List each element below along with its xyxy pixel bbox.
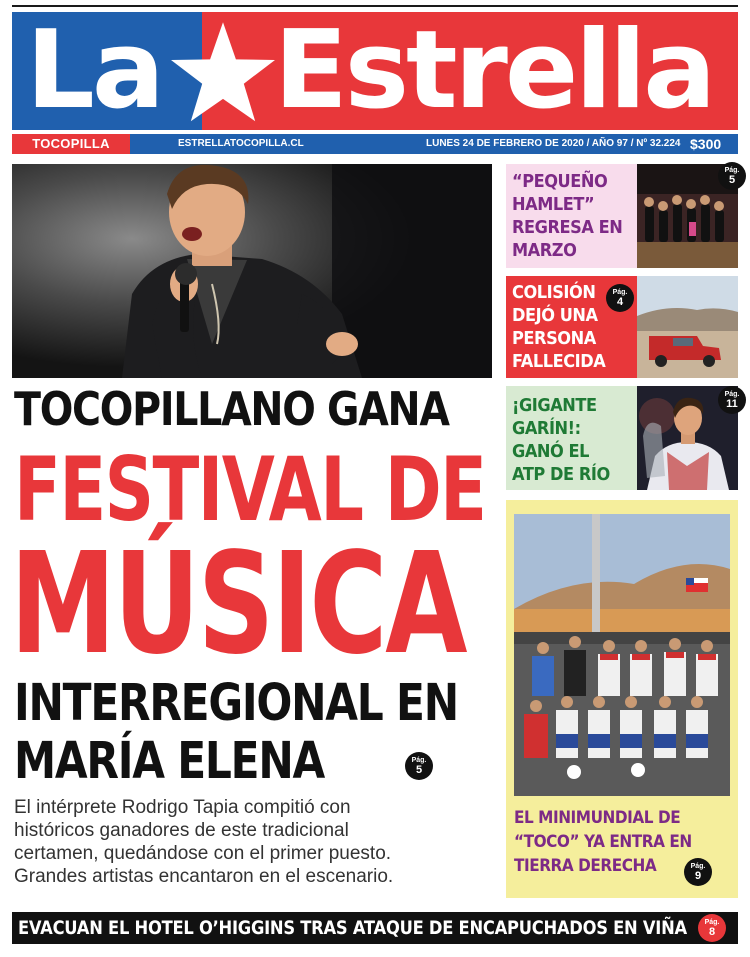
bottom-page-badge bbox=[698, 914, 726, 942]
teaser-line: COLISIÓN bbox=[512, 282, 596, 303]
page-badge-label: Pág. bbox=[612, 289, 628, 296]
page-badge-number: 4 bbox=[616, 296, 624, 308]
bottom-headline: EVACUAN EL HOTEL O’HIGGINS TRAS ATAQUE DE ENCAPUCHADOS EN VIÑA bbox=[18, 917, 687, 939]
teaser-headline bbox=[512, 394, 610, 486]
lead-line: Grandes artistas encantaron en el escenario. bbox=[14, 866, 394, 887]
main-headline-line1[interactable]: FESTIVAL DE bbox=[14, 438, 486, 541]
edition-city: TOCOPILLA bbox=[12, 134, 130, 154]
teaser-line: ATP DE RÍO bbox=[512, 464, 610, 485]
lead-line: El intérprete Rodrigo Tapia compitió con bbox=[14, 797, 351, 818]
masthead-title-la: La bbox=[26, 12, 162, 130]
main-photo-singer bbox=[12, 164, 492, 378]
price: $300 bbox=[690, 136, 722, 152]
page-badge-label: Pág. bbox=[411, 757, 427, 764]
page-badge-label: Pág. bbox=[704, 919, 720, 926]
main-kicker[interactable]: TOCOPILLANO GANA bbox=[14, 382, 449, 436]
info-bar bbox=[12, 134, 738, 154]
singer-illustration bbox=[12, 164, 492, 378]
main-page-badge bbox=[405, 752, 433, 780]
teaser-line: “PEQUEÑO bbox=[512, 171, 608, 192]
teaser-page-badge bbox=[684, 858, 712, 886]
teaser-headline bbox=[512, 170, 622, 262]
teaser-line: “TOCO” YA ENTRA EN bbox=[514, 832, 692, 852]
main-lead-paragraph bbox=[14, 796, 494, 888]
page-badge-number: 11 bbox=[726, 398, 738, 410]
page-badge-number: 5 bbox=[415, 764, 423, 776]
masthead-title-estrella: Estrella bbox=[274, 12, 714, 130]
teaser-line: ¡GIGANTE bbox=[512, 395, 597, 416]
website-link[interactable]: ESTRELLATOCOPILLA.CL bbox=[178, 138, 304, 149]
teaser-line: REGRESA EN bbox=[512, 217, 623, 238]
teaser-headline bbox=[514, 806, 692, 878]
dateline: LUNES 24 DE FEBRERO DE 2020 / AÑO 97 / Nº 32.224 bbox=[426, 138, 681, 149]
lead-line: certamen, quedándose con el primer puesto. bbox=[14, 843, 392, 864]
teaser-line: DEJÓ UNA bbox=[512, 305, 598, 326]
teaser-page-badge bbox=[718, 386, 746, 414]
main-subhead-line1[interactable]: INTERREGIONAL EN bbox=[14, 674, 458, 733]
teaser-line: GARÍN!: bbox=[512, 418, 581, 439]
teaser-photo-football-team bbox=[514, 514, 730, 796]
teaser-photo-crashed-truck bbox=[637, 276, 738, 378]
teaser-line: PERSONA bbox=[512, 328, 596, 349]
teaser-line: FALLECIDA bbox=[512, 351, 606, 372]
masthead-logo bbox=[12, 12, 738, 130]
lead-line: históricos ganadores de este tradicional bbox=[14, 820, 349, 841]
page-badge-number: 9 bbox=[694, 870, 702, 882]
teaser-page-badge bbox=[606, 284, 634, 312]
main-headline-line2[interactable]: MÚSICA bbox=[10, 523, 466, 686]
teaser-line: HAMLET” bbox=[512, 194, 595, 215]
star-icon bbox=[158, 20, 288, 124]
page-badge-label: Pág. bbox=[690, 863, 706, 870]
teaser-colision[interactable] bbox=[506, 276, 738, 378]
teaser-line: MARZO bbox=[512, 240, 577, 261]
teaser-line: TIERRA DERECHA bbox=[514, 856, 657, 876]
page-badge-label: Pág. bbox=[724, 391, 740, 398]
page-badge-number: 5 bbox=[728, 174, 736, 186]
teaser-garin[interactable] bbox=[506, 386, 738, 490]
teaser-minimundial[interactable] bbox=[506, 500, 738, 898]
teaser-pequeno-hamlet[interactable] bbox=[506, 164, 738, 268]
teaser-line: GANÓ EL bbox=[512, 441, 590, 462]
main-subhead-line2[interactable]: MARÍA ELENA bbox=[14, 732, 325, 791]
bottom-news-bar[interactable] bbox=[12, 912, 738, 944]
teaser-page-badge bbox=[718, 162, 746, 190]
top-rule bbox=[12, 5, 738, 7]
teaser-line: EL MINIMUNDIAL DE bbox=[514, 808, 681, 828]
teaser-headline bbox=[512, 281, 605, 373]
page-badge-number: 8 bbox=[708, 926, 716, 938]
page-badge-label: Pág. bbox=[724, 167, 740, 174]
